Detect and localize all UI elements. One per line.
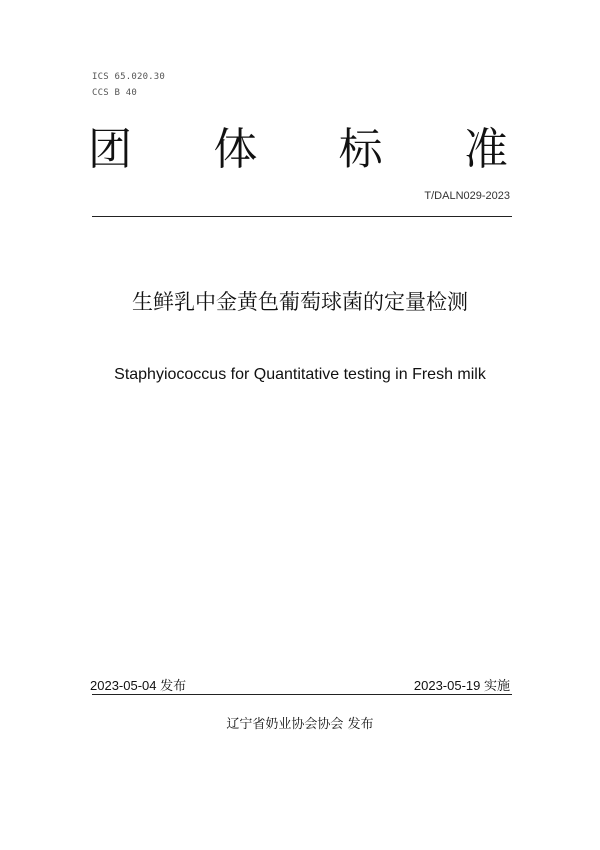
heading-char-3: 标 <box>338 124 383 175</box>
heading-char-2: 体 <box>213 124 258 175</box>
standard-type-heading <box>88 124 508 176</box>
ics-code: ICS 65.020.30 <box>92 72 166 82</box>
heading-char-1: 团 <box>88 124 132 175</box>
publish-date: 2023-05-04 发布 <box>90 678 187 693</box>
header-divider <box>92 216 512 217</box>
document-title-english: Staphyiococcus for Quantitative testing in Fresh milk <box>114 366 486 383</box>
standard-number: T/DALN029-2023 <box>424 190 510 202</box>
footer-divider <box>92 694 512 695</box>
document-title-chinese: 生鲜乳中金黄色葡萄球菌的定量检测 <box>132 290 468 314</box>
ccs-code: CCS B 40 <box>92 88 137 98</box>
implement-date: 2023-05-19 实施 <box>413 678 510 693</box>
issuing-organization: 辽宁省奶业协会协会 发布 <box>226 717 374 732</box>
heading-char-4: 准 <box>463 124 508 175</box>
